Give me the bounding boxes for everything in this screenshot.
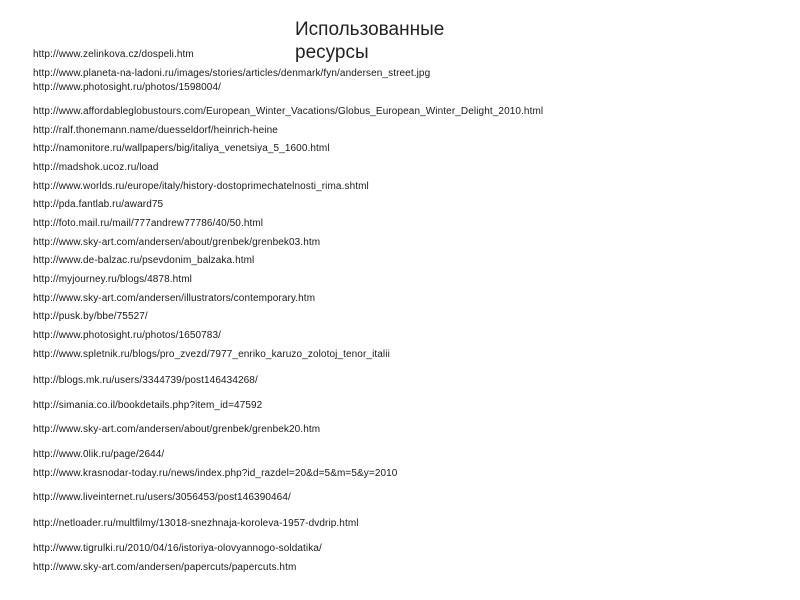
resource-link[interactable]: http://www.zelinkova.cz/dospeli.htm	[33, 49, 194, 60]
resource-link[interactable]: http://www.spletnik.ru/blogs/pro_zvezd/7977_enriko_karuzo_zolotoj_tenor_italii	[33, 349, 390, 360]
resource-link[interactable]: http://pda.fantlab.ru/award75	[33, 199, 164, 210]
resource-link[interactable]: http://www.0lik.ru/page/2644/	[33, 449, 165, 460]
resource-link[interactable]: http://madshok.ucoz.ru/load	[33, 162, 159, 173]
resource-link[interactable]: http://simania.co.il/bookdetails.php?item_id=47592	[33, 400, 263, 411]
slide-title: Использованные ресурсы	[295, 19, 445, 63]
resource-link[interactable]: http://www.photosight.ru/photos/1650783/	[33, 330, 222, 341]
resource-link[interactable]: http://namonitore.ru/wallpapers/big/italiya_venetsiya_5_1600.html	[33, 143, 330, 154]
resource-link[interactable]: http://foto.mail.ru/mail/777andrew77786/40/50.html	[33, 218, 264, 229]
resource-link[interactable]: http://www.sky-art.com/andersen/illustrators/contemporary.htm	[33, 293, 316, 304]
resource-link[interactable]: http://www.photosight.ru/photos/1598004/	[33, 82, 222, 93]
resource-link[interactable]: http://pusk.by/bbe/75527/	[33, 311, 148, 322]
resource-link[interactable]: http://myjourney.ru/blogs/4878.html	[33, 274, 192, 285]
resource-link[interactable]: http://www.worlds.ru/europe/italy/history-dostoprimechatelnosti_rima.shtml	[33, 181, 369, 192]
resource-link[interactable]: http://www.de-balzac.ru/psevdonim_balzaka.html	[33, 255, 255, 266]
resource-link[interactable]: http://www.affordableglobustours.com/European_Winter_Vacations/Globus_European_Winter_Delight_2010.html	[33, 106, 544, 117]
resource-link[interactable]: http://www.krasnodar-today.ru/news/index.php?id_razdel=20&d=5&m=5&y=2010	[33, 468, 398, 479]
resource-link[interactable]: http://www.sky-art.com/andersen/papercuts/papercuts.htm	[33, 562, 297, 573]
resource-link[interactable]: http://www.planeta-na-ladoni.ru/images/stories/articles/denmark/fyn/andersen_street.jpg	[33, 68, 431, 79]
resource-link[interactable]: http://www.sky-art.com/andersen/about/grenbek/grenbek20.htm	[33, 424, 321, 435]
resource-link[interactable]: http://ralf.thonemann.name/duesseldorf/heinrich-heine	[33, 125, 278, 136]
resource-link[interactable]: http://blogs.mk.ru/users/3344739/post146434268/	[33, 375, 258, 386]
resource-link[interactable]: http://netloader.ru/multfilmy/13018-snezhnaja-koroleva-1957-dvdrip.html	[33, 518, 359, 529]
resource-link[interactable]: http://www.liveinternet.ru/users/3056453/post146390464/	[33, 492, 291, 503]
resource-link[interactable]: http://www.sky-art.com/andersen/about/grenbek/grenbek03.htm	[33, 237, 321, 248]
resource-link[interactable]: http://www.tigrulki.ru/2010/04/16/istoriya-olovyannogo-soldatika/	[33, 543, 322, 554]
